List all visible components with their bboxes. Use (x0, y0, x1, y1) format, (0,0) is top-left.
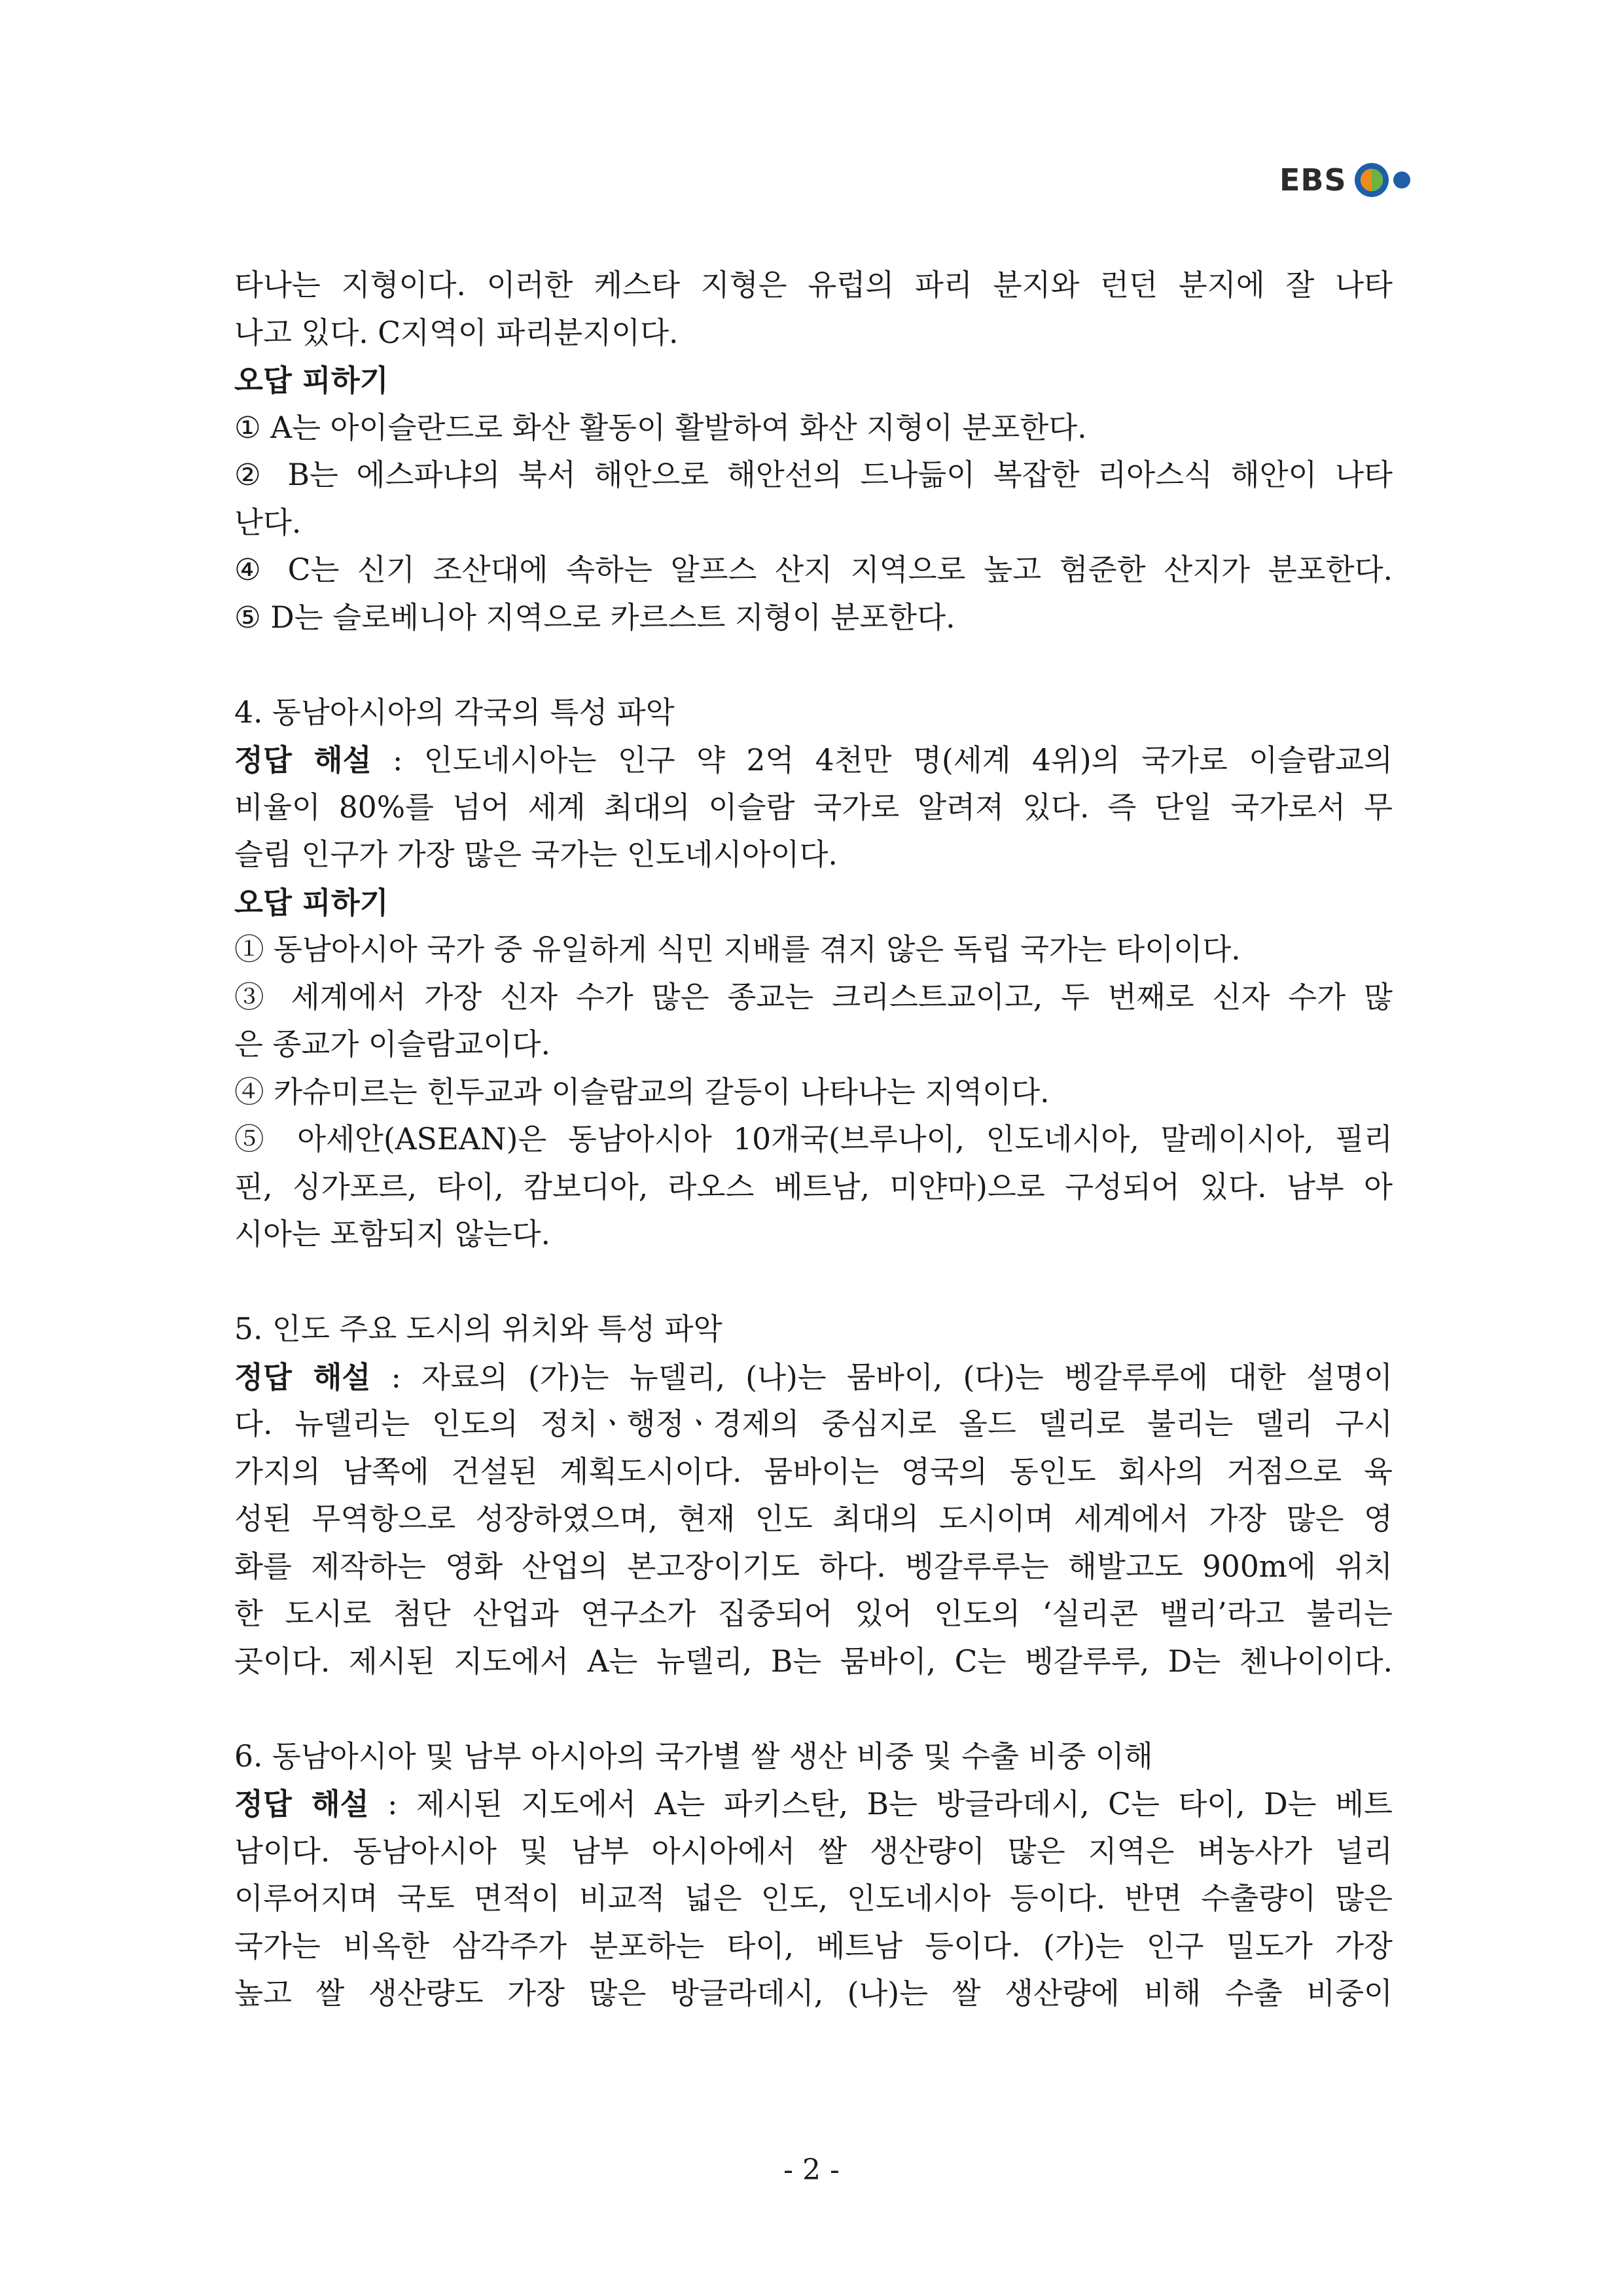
answer-line: 곳이다. 제시된 지도에서 A는 뉴델리, B는 뭄바이, C는 벵갈루루, D는 첸나이이다. (234, 1643, 1393, 1679)
answer-text: : 자료의 (가)는 뉴델리, (나)는 뭄바이, (다)는 벵갈루루에 대한 설명이 (370, 1359, 1393, 1395)
answer-label: 정답 해설 (234, 1359, 371, 1395)
answer-line: 한 도시로 첨단 산업과 연구소가 집중되어 있어 인도의 ‘실리콘 밸리’라고 불리는 (234, 1596, 1393, 1631)
text-line: 타나는 지형이다. 이러한 케스타 지형은 유럽의 파리 분지와 런던 분지에 잘 나타 (234, 268, 1393, 302)
wrong-answer-line: 난다. (234, 505, 302, 540)
ebs-logo-icon (1352, 160, 1429, 200)
answer-text: : 인도네시아는 인구 약 2억 4천만 명(세계 4위)의 국가로 이슬람교의 (371, 743, 1393, 778)
ebs-logo-text: EBS (1279, 162, 1347, 198)
section-title: 5. 인도 주요 도시의 위치와 특성 파악 (234, 1312, 722, 1346)
wrong-answer-line: 핀, 싱가포르, 타이, 캄보디아, 라오스 베트남, 미얀마)으로 구성되어 있다. 남부 아 (234, 1169, 1393, 1204)
answer-line: 성된 무역항으로 성장하였으며, 현재 인도 최대의 도시이며 세계에서 가장 많은 영 (234, 1501, 1393, 1536)
section-title: 6. 동남아시아 및 남부 아시아의 국가별 쌀 생산 비중 및 수출 비중 이해 (234, 1738, 1153, 1774)
answer-label: 정답 해설 (234, 1786, 369, 1821)
answer-line: 화를 제작하는 영화 산업의 본고장이기도 하다. 벵갈루루는 해발고도 900m에 위치 (234, 1549, 1393, 1584)
answer-line: 슬림 인구가 가장 많은 국가는 인도네시아이다. (234, 837, 838, 872)
answer-line (234, 736, 1393, 784)
wrong-answer-line: 시아는 포함되지 않는다. (234, 1217, 550, 1251)
answer-line: 남이다. 동남아시아 및 남부 아시아에서 쌀 생산량이 많은 지역은 벼농사가 널리 (234, 1833, 1393, 1869)
section-heading: 오답 피하기 (234, 363, 389, 398)
answer-line: 높고 쌀 생산량도 가장 많은 방글라데시, (나)는 쌀 생산량에 비해 수출 비중이 (234, 1976, 1393, 2011)
answer-line: 국가는 비옥한 삼각주가 분포하는 타이, 베트남 등이다. (가)는 인구 밀도가 가장 (234, 1928, 1393, 1964)
section-title: 4. 동남아시아의 각국의 특성 파악 (234, 694, 675, 730)
wrong-answer-line: ① A는 아이슬란드로 화산 활동이 활발하여 화산 지형이 분포한다. (234, 410, 1087, 445)
spacer (234, 641, 1393, 689)
document-body (234, 262, 1393, 2018)
wrong-answer-line: ④ C는 신기 조산대에 속하는 알프스 산지 지역으로 높고 험준한 산지가 분포한다. (234, 552, 1393, 587)
spacer (234, 1685, 1393, 1733)
wrong-answer-line: ⑤ D는 슬로베니아 지역으로 카르스트 지형이 분포한다. (234, 600, 955, 635)
ebs-logo (1279, 157, 1429, 203)
answer-text: : 제시된 지도에서 A는 파키스탄, B는 방글라데시, C는 타이, D는 베트 (368, 1787, 1393, 1821)
answer-line (234, 1354, 1393, 1401)
answer-line: 다. 뉴델리는 인도의 정치ㆍ행정ㆍ경제의 중심지로 올드 델리로 불리는 델리 구시 (234, 1407, 1393, 1441)
spacer (234, 1259, 1393, 1306)
text-line: 나고 있다. C지역이 파리분지이다. (234, 315, 679, 350)
page-number: - 2 - (783, 2153, 840, 2187)
wrong-answer-line: ① 동남아시아 국가 중 유일하게 식민 지배를 겪지 않은 독립 국가는 타이이다. (234, 932, 1241, 967)
wrong-answer-line: ③ 세계에서 가장 신자 수가 많은 종교는 크리스트교이고, 두 번째로 신자 수가 많 (234, 979, 1393, 1014)
wrong-answer-line: ② B는 에스파냐의 북서 해안으로 해안선의 드나듦이 복잡한 리아스식 해안이 나타 (234, 457, 1393, 492)
section-heading: 오답 피하기 (234, 884, 389, 920)
answer-line: 이루어지며 국토 면적이 비교적 넓은 인도, 인도네시아 등이다. 반면 수출량이 많은 (234, 1881, 1393, 1916)
wrong-answer-line: 은 종교가 이슬람교이다. (234, 1027, 550, 1062)
answer-line: 비율이 80%를 넘어 세계 최대의 이슬람 국가로 알려져 있다. 즉 단일 국가로서 무 (234, 789, 1393, 825)
wrong-answer-line: ④ 카슈미르는 힌두교과 이슬람교의 갈등이 나타나는 지역이다. (234, 1074, 1050, 1109)
answer-line: 가지의 남쪽에 건설된 계획도시이다. 뭄바이는 영국의 동인도 회사의 거점으로 육 (234, 1454, 1393, 1489)
wrong-answer-line: ⑤ 아세안(ASEAN)은 동남아시아 10개국(브루나이, 인도네시아, 말레이시아, 필리 (234, 1122, 1393, 1157)
answer-label: 정답 해설 (234, 742, 372, 778)
answer-line (234, 1780, 1393, 1828)
